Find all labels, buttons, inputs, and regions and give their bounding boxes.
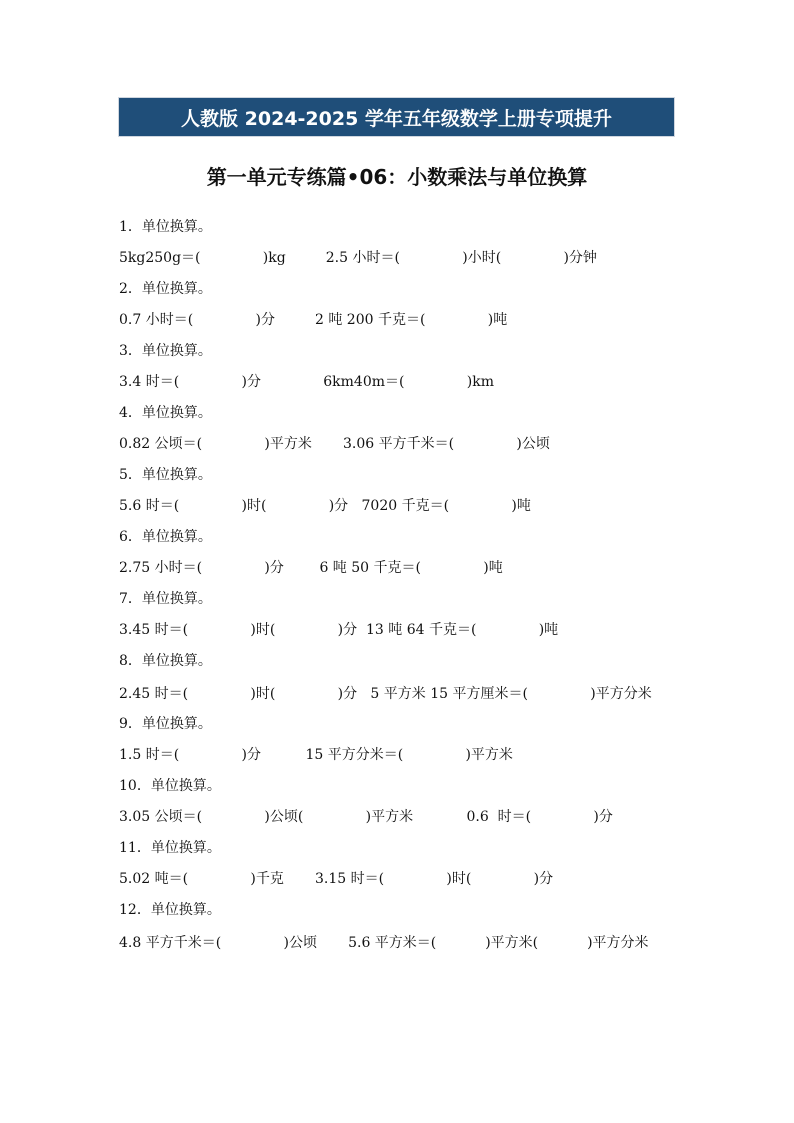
- question-title: 4．单位换算。: [119, 405, 212, 421]
- question-content: 3.4 时＝( )分 6km40m＝( )km: [119, 374, 494, 390]
- question-title: 6．单位换算。: [119, 529, 212, 545]
- question-content: 0.82 公顷＝( )平方米 3.06 平方千米＝( )公顷: [119, 436, 550, 452]
- question-12: [119, 897, 679, 958]
- question-content: 5kg250g＝( )kg 2.5 小时＝( )小时( )分钟: [119, 250, 597, 266]
- question-title: 11．单位换算。: [119, 840, 221, 856]
- question-2: [119, 276, 679, 338]
- question-10: [119, 773, 679, 835]
- question-title: 7．单位换算。: [119, 591, 212, 607]
- question-11: [119, 835, 679, 897]
- banner-title: 人教版 2024-2025 学年五年级数学上册专项提升: [118, 97, 675, 137]
- question-title: 5．单位换算。: [119, 467, 212, 483]
- question-content: 0.7 小时＝( )分 2 吨 200 千克＝( )吨: [119, 312, 508, 328]
- question-8: [119, 648, 679, 709]
- question-9: [119, 711, 679, 773]
- question-title: 9．单位换算。: [119, 716, 212, 732]
- question-content: 2.45 时＝( )时( )分 5 平方米 15 平方厘米＝( )平方分米: [119, 686, 652, 702]
- question-6: [119, 524, 679, 586]
- question-content: 5.02 吨＝( )千克 3.15 时＝( )时( )分: [119, 871, 554, 887]
- question-title: 1．单位换算。: [119, 219, 212, 235]
- question-7: [119, 586, 679, 648]
- question-title: 8．单位换算。: [119, 653, 212, 669]
- question-title: 10．单位换算。: [119, 778, 221, 794]
- question-title: 12．单位换算。: [119, 902, 221, 918]
- question-title: 2．单位换算。: [119, 281, 212, 297]
- question-4: [119, 400, 679, 462]
- question-content: 3.05 公顷＝( )公顷( )平方米 0.6 时＝( )分: [119, 809, 613, 825]
- question-5: [119, 462, 679, 524]
- question-content: 4.8 平方千米＝( )公顷 5.6 平方米＝( )平方米( )平方分米: [119, 935, 649, 951]
- question-content: 1.5 时＝( )分 15 平方分米＝( )平方米: [119, 747, 513, 763]
- question-content: 2.75 小时＝( )分 6 吨 50 千克＝( )吨: [119, 560, 503, 576]
- question-content: 5.6 时＝( )时( )分 7020 千克＝( )吨: [119, 498, 531, 514]
- question-list: [119, 214, 679, 960]
- question-1: [119, 214, 679, 276]
- question-content: 3.45 时＝( )时( )分 13 吨 64 千克＝( )吨: [119, 622, 559, 638]
- page-subtitle: 第一单元专练篇•06：小数乘法与单位换算: [206, 165, 588, 189]
- question-3: [119, 338, 679, 400]
- question-title: 3．单位换算。: [119, 343, 212, 359]
